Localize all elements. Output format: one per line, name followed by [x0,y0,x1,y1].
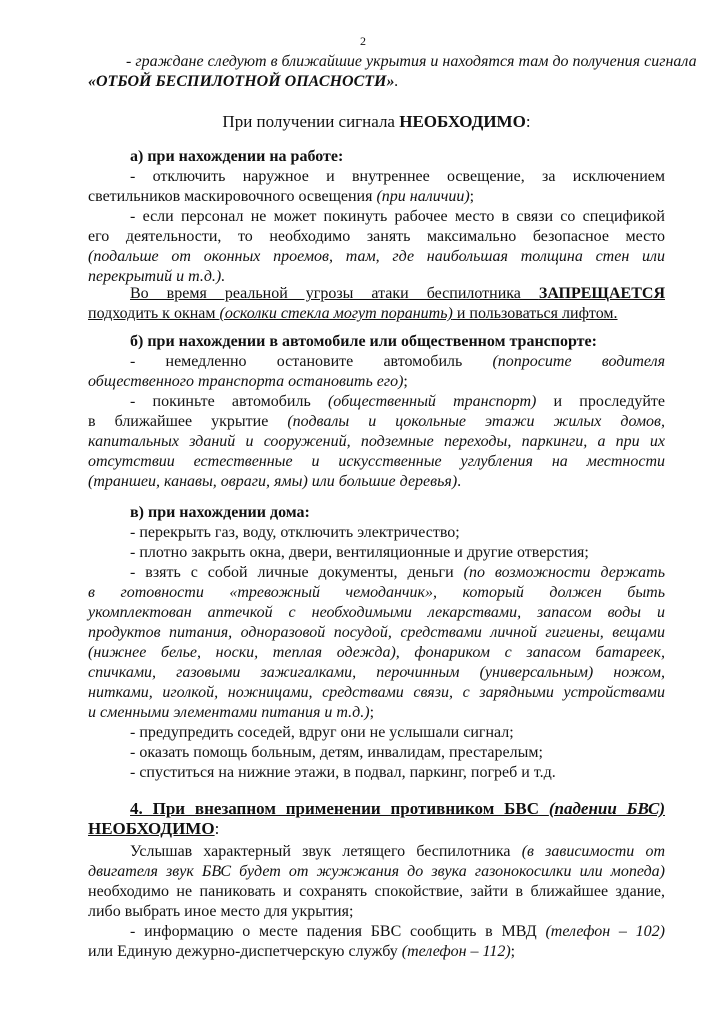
intro-line-1: - граждане следуют в ближайшие укрытия и находятся там до получения сигнала [126,53,697,70]
section-4-para-1-line-2: двигателя звук БВС будет от жужжания до звука газонокосилки или мопеда) [88,863,665,880]
section-a-item-1-line-2: светильников маскировочного освещения (при наличии); [88,188,475,205]
section-4-heading-line-2: НЕОБХОДИМО: [88,819,220,838]
section-c-item-3-line-3: укомплектован аптечкой с необходимыми лекарствами, запасом воды и [88,604,665,621]
signal-heading: При получении сигнала НЕОБХОДИМО: [222,112,531,131]
section-c-item-4: - предупредить соседей, вдруг они не услышали сигнал; [130,724,514,741]
section-b-heading: б) при нахождении в автомобиле или общественном транспорте: [130,333,597,350]
section-a-heading: а) при нахождении на работе: [130,148,344,165]
section-c-item-6: - спуститься на нижние этажи, в подвал, паркинг, погреб и т.д. [130,764,556,781]
section-c-item-3-line-5: (нижнее белье, носки, теплая одежда), фонариком с запасом батареек, [88,644,665,661]
section-b-item-1-line-1: - немедленно остановите автомобиль (попросите водителя [130,353,665,370]
section-c-item-3-line-6: спичками, газовыми зажигалками, перочинным (универсальным) ножом, [88,664,665,681]
section-4-heading-line-1: 4. При внезапном применении противником БВС (падении БВС) [130,799,665,818]
section-4-para-2-line-1: - информацию о месте падения БВС сообщить в МВД (телефон – 102) [130,923,666,940]
section-a-item-2-line-2: его деятельности, то необходимо занять максимально безопасное место [88,228,665,245]
section-b-item-1-line-2: общественного транспорта остановить его); [88,373,408,390]
section-b-item-2-line-3: капитальных зданий и сооружений, подземные переходы, паркинги, а при их [88,433,665,450]
section-b-item-2-line-2: в ближайшее укрытие (подвалы и цокольные этажи жилых домов, [88,413,666,430]
section-c-heading: в) при нахождении дома: [130,504,310,521]
section-b-item-2-line-1: - покиньте автомобиль (общественный транспорт) и проследуйте [130,393,665,410]
page-number: 2 [360,34,366,48]
section-a-item-2-line-1: - если персонал не может покинуть рабочее место в связи со спецификой [130,208,665,225]
section-a-item-1-line-1: - отключить наружное и внутреннее освещение, за исключением [130,168,665,185]
section-a-item-2-line-4: перекрытий и т.д.). [88,268,226,285]
section-4-para-1-line-3: необходимо не паниковать и сохранять спокойствие, зайти в ближайшее здание, [88,883,665,900]
section-4-para-2-line-2: или Единую дежурно-диспетчерскую службу (телефон – 112); [88,943,516,960]
section-c-item-2: - плотно закрыть окна, двери, вентиляционные и другие отверстия; [130,544,589,561]
section-c-item-3-line-4: продуктов питания, одноразовой посудой, средствами личной гигиены, вещами [88,624,665,641]
section-c-item-3-line-8: и сменными элементами питания и т.д.); [88,704,375,721]
section-4-para-1-line-1: Услышав характерный звук летящего беспилотника (в зависимости от [130,843,666,860]
section-c-item-3-line-2: в готовности «тревожный чемоданчик», который должен быть [88,584,665,601]
section-b-item-2-line-4: отсутствии естественные и искусственные углубления на местности [88,453,665,470]
section-c-item-3-line-7: нитками, иголкой, ножницами, средствами связи, с зарядными устройствами [88,684,665,701]
section-4-para-1-line-4: либо выбрать иное место для укрытия; [88,903,354,920]
section-c-item-1: - перекрыть газ, воду, отключить электричество; [130,524,460,541]
section-a-warning-line-2: подходить к окнам (осколки стекла могут поранить) и пользоваться лифтом. [88,305,618,322]
section-c-item-5: - оказать помощь больным, детям, инвалидам, престарелым; [130,744,543,761]
section-b-item-2-line-5: (траншеи, канавы, овраги, ямы) или большие деревья). [88,473,462,490]
section-c-item-3-line-1: - взять с собой личные документы, деньги (по возможности держать [130,564,666,581]
section-a-item-2-line-3: (подальше от оконных проемов, там, где наибольшая толщина стен или [88,248,665,265]
intro-line-2: «ОТБОЙ БЕСПИЛОТНОЙ ОПАСНОСТИ». [88,73,399,90]
section-a-warning-line-1: Во время реальной угрозы атаки беспилотника ЗАПРЕЩАЕТСЯ [130,285,665,302]
